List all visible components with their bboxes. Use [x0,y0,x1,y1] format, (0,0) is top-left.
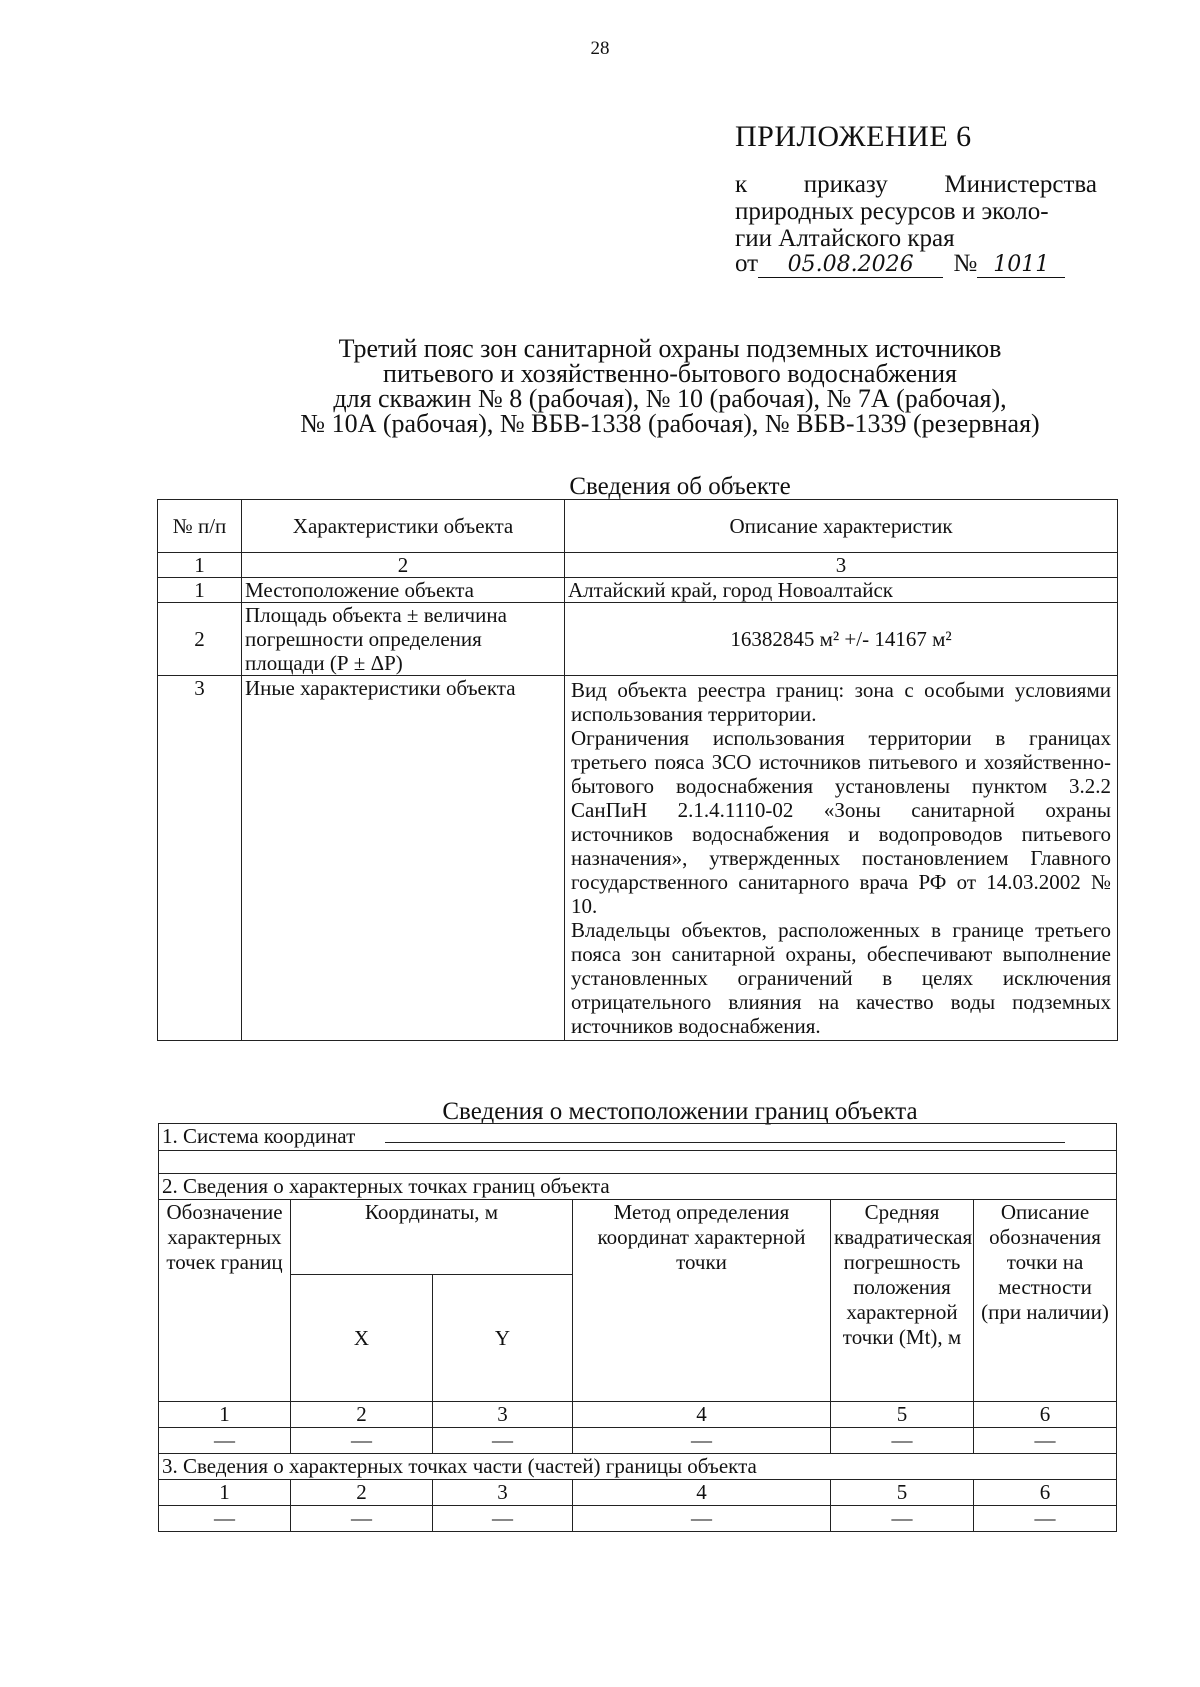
coord-system-row [159,1124,1117,1151]
annex-ministry-line2: природных ресурсов и эколо- [735,198,1049,225]
description-paragraph: Вид объекта реестра границ: зона с особыми условиями использования территории. [571,678,1111,726]
annex-order-word: приказу [803,171,888,198]
header-num: № п/п [158,500,242,553]
coord-system-label: 1. Система координат [162,1124,356,1148]
number-prefix: № [953,250,978,277]
row-num: 2 [158,603,242,676]
dash-cell: — [433,1428,573,1454]
title-line-4: № 10А (рабочая), № ВБВ-1338 (рабочая), № ВБВ-1339 (резервная) [300,409,1040,438]
col-number: 1 [158,553,242,578]
table-row [158,578,1118,603]
boundaries-table [158,1123,1117,1532]
header-description: Описание характеристик [565,500,1118,553]
dash-cell: — [831,1428,974,1454]
object-info-title: Сведения об объекте [569,473,791,500]
col-number: 5 [831,1480,974,1506]
dash-cell: — [573,1506,831,1532]
document-title [230,336,1110,436]
col-number: 2 [242,553,565,578]
col-number: 6 [974,1402,1117,1428]
dash-cell: — [974,1428,1117,1454]
col-number: 3 [433,1402,573,1428]
col-number: 5 [831,1402,974,1428]
dash-cell: — [433,1506,573,1532]
row-characteristic: Местоположение объекта [242,578,565,603]
col-number: 6 [974,1480,1117,1506]
col-number: 1 [159,1480,291,1506]
header-y: Y [433,1275,573,1402]
dash-cell: — [831,1506,974,1532]
col-number: 4 [573,1480,831,1506]
col-number: 3 [433,1480,573,1506]
table-row [158,603,1118,676]
dash-cell: — [159,1428,291,1454]
dash-cell: — [291,1428,433,1454]
empty-row [159,1151,1117,1174]
annex-ministry-line3: гии Алтайского края [735,225,955,252]
page-number: 28 [590,38,610,59]
object-info-table [157,499,1118,1041]
date-prefix: от [735,250,759,277]
row-description [565,676,1118,1041]
title-line-3: для скважин № 8 (рабочая), № 10 (рабочая), № 7А (рабочая), [333,384,1007,413]
annex-to-word: к [735,171,748,198]
handwritten-number: 1011 [977,252,1065,278]
boundaries-title: Сведения о местоположении границ объекта [442,1098,918,1125]
col-number: 4 [573,1402,831,1428]
header-x: X [291,1275,433,1402]
header-characteristics: Характеристики объекта [242,500,565,553]
handwritten-date: 05.08.2026 [758,252,943,278]
coord-system-blank [385,1124,1065,1143]
annex-title: ПРИЛОЖЕНИЕ 6 [735,120,972,153]
row-characteristic: Площадь объекта ± величина погрешности определения площади (Р ± ΔР) [242,603,565,676]
dash-cell: — [974,1506,1117,1532]
dash-cell: — [291,1506,433,1532]
header-method: Метод определения координат характерной точки [573,1200,831,1402]
col-number: 2 [291,1402,433,1428]
annex-date-line [735,250,1097,278]
title-line-2: питьевого и хозяйственно-бытового водоснабжения [383,359,957,388]
col-number: 2 [291,1480,433,1506]
points-label: 2. Сведения о характерных точках границ объекта [159,1174,1117,1200]
table-row [159,1428,1117,1454]
dash-cell: — [159,1506,291,1532]
col-number: 3 [565,553,1118,578]
row-value: 16382845 м² +/- 14167 м² [565,603,1118,676]
header-designation: Обозначение характерных точек границ [159,1200,291,1402]
col-number: 1 [159,1402,291,1428]
row-value: Алтайский край, город Новоалтайск [565,578,1118,603]
description-paragraph: Владельцы объектов, расположенных в границе третьего пояса зон санитарной охраны, обеспечивают выполнение установленных ограничений в целях исключения отрицательного влияния на качество воды подземных источников водоснабжения. [571,918,1111,1038]
parts-label: 3. Сведения о характерных точках части (частей) границы объекта [159,1454,1117,1480]
row-num: 3 [158,676,242,1041]
row-num: 1 [158,578,242,603]
description-paragraph: Ограничения использования территории в границах третьего пояса ЗСО источников питьевого и хозяйственно-бытового водоснабжения установлены пунктом 3.2.2 СанПиН 2.1.4.1110-02 «Зоны санитарной охраны источников водоснабжения и водопроводов питьевого назначения», утвержденных постановлением Главного государственного санитарного врача РФ от 14.03.2002 № 10. [571,726,1111,918]
table-row [159,1506,1117,1532]
annex-ministry-word: Министерства [944,171,1097,198]
title-line-1: Третий пояс зон санитарной охраны подземных источников [338,334,1002,363]
header-coordinates: Координаты, м [291,1200,573,1275]
header-error: Средняя квадратическая погрешность положения характерной точки (Mt), м [831,1200,974,1402]
annex-reference [735,171,1097,252]
header-point-description: Описание обозначения точки на местности (при наличии) [974,1200,1117,1402]
table-row [158,676,1118,1041]
dash-cell: — [573,1428,831,1454]
row-characteristic: Иные характеристики объекта [242,676,565,1041]
